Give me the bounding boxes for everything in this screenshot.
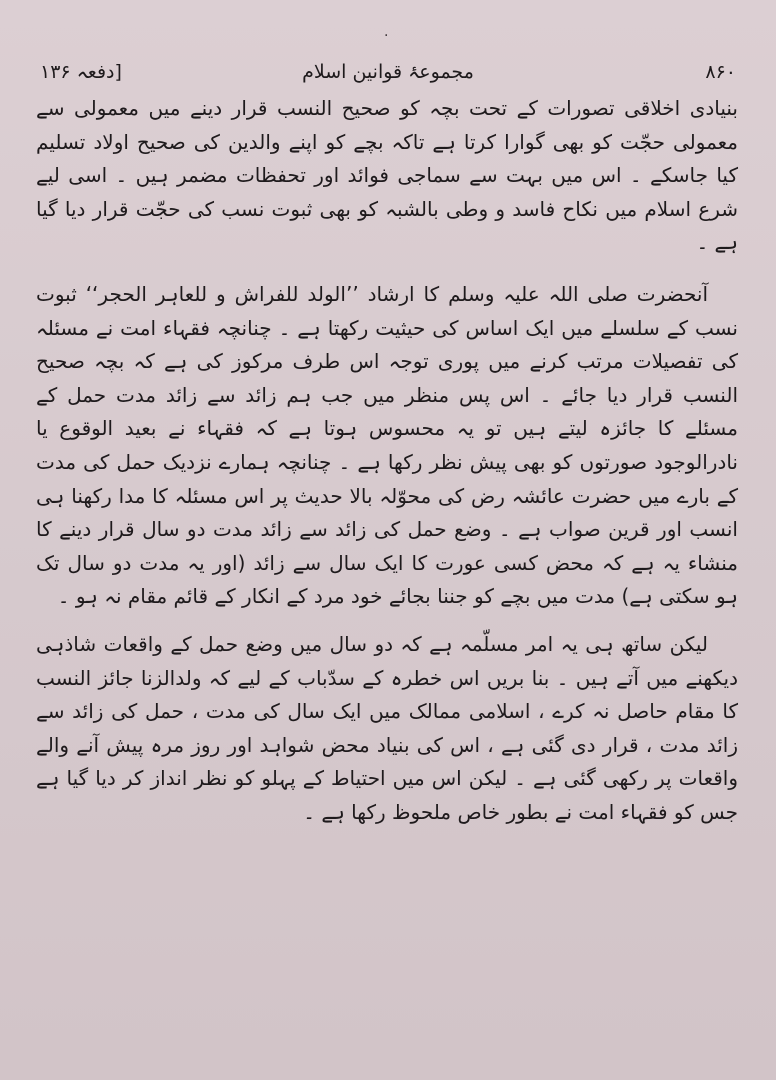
paragraph-2: آنحضرت صلی اللہ علیہ وسلم کا ارشاد ’’الولد للفراش و للعاہر الحجر‘‘ ثبوت نسب کے سلسلے میں ایک اساس کی حیثیت رکھتا ہے ۔ چنانچہ فقہاء امت نے مسئلہ کی تفصیلات مرتب کرنے میں پوری توجہ اس طرف مرکوز کی ہے کہ بچہ صحیح النسب قرار دیا جائے ۔ اس پس منظر میں جب ہم زائد سے زائد مدت حمل کے مسئلے کا جائزہ لیتے ہیں تو یہ محسوس ہوتا ہے کہ فقہاء نے بعید الوقوع یا نادرالوجود صورتوں کو بھی پیش نظر رکھا ہے ۔ چنانچہ ہمارے نزدیک حمل کی مدت کے بارے میں حضرت عائشہ رض کی محوّلہ بالا حدیث پر اس مسئلہ کا مدا رکھنا ہی انسب اور قرین صواب ہے ۔ وضع حمل کی زائد سے زائد مدت دو سال قرار دینے کا منشاء یہ ہے کہ محض کسی عورت کا ایک سال سے زائد (اور یہ مدت دو سال تک ہو سکتی ہے) مدت میں بچے کو جننا بجائے خود مرد کے انکار کے قائم مقام نہ ہو ۔ (36, 281, 738, 609)
paragraph-3: لیکن ساتھ ہی یہ امر مسلّمہ ہے کہ دو سال میں وضع حمل کے واقعات شاذہی دیکھنے میں آتے ہیں ۔ بنا بریں اس خطرہ کے سدّباب کے لیے کہ ولدالزنا جائز النسب کا مقام حاصل نہ کرے ، اسلامی ممالک میں ایک سال کی مدت ، حمل کی زائد سے زائد مدت ، قرار دی گئی ہے ، اس کی بنیاد محض شواہد اور روز مرہ پیش آنے والے واقعات پر رکھی گئی ہے ۔ لیکن اس میں احتیاط کے پہلو کو نظر انداز کر دیا گیا ہے جس کو فقہاء امت نے بطور خاص ملحوظ رکھا ہے ۔ (36, 631, 738, 824)
paragraph-1: بنیادی اخلاقی تصورات کے تحت بچہ کو صحیح النسب قرار دینے میں معمولی سے معمولی حجّت کو بھی گوارا کرتا ہے تاکہ بچے کو اپنے والدین کی صحیح اولاد تسلیم کیا جاسکے ۔ اس میں بہت سے سماجی فوائد اور تحفظات مضمر ہیں ۔ اسی لیے شرع اسلام میں نکاح فاسد و وطی بالشبہ کو بھی ثبوت نسب کی حجّت قرار دیا گیا ہے ۔ (36, 96, 738, 255)
running-title: مجموعۂ قوانین اسلام (302, 61, 474, 83)
page-number: ۸۶۰ (705, 61, 736, 83)
page-header (40, 52, 736, 92)
ink-speck: · (384, 28, 389, 44)
page-body (36, 92, 738, 829)
section-reference: [دفعہ ۱۳۶ (40, 61, 122, 83)
